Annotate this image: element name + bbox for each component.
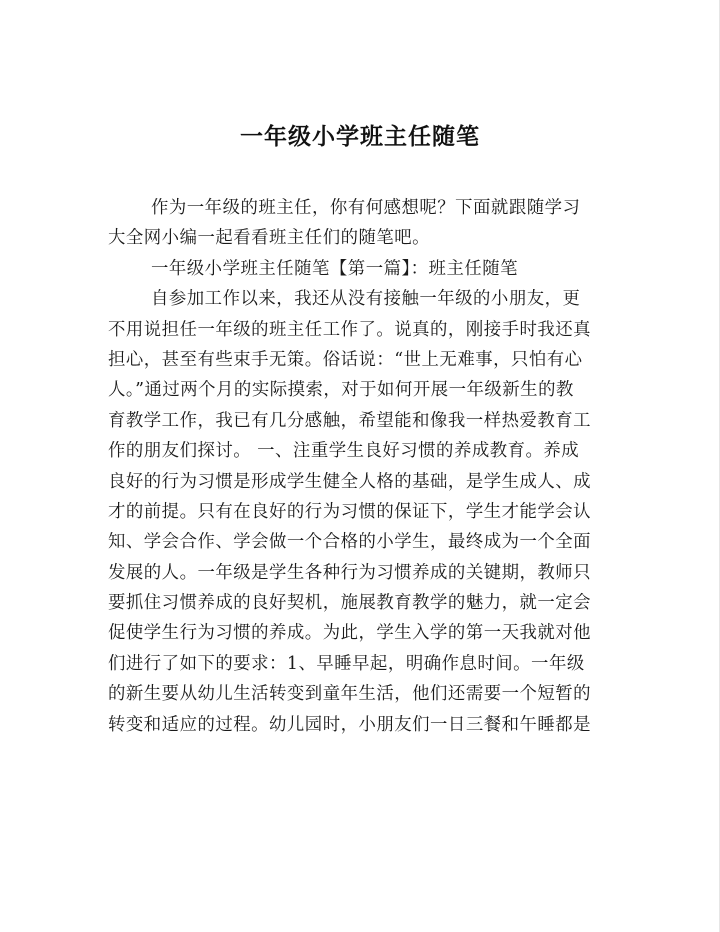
- section-heading: 一年级小学班主任随笔【第一篇】：班主任随笔: [151, 258, 519, 279]
- document-title: 一年级小学班主任随笔: [240, 124, 480, 150]
- text-line: 担心，甚至有些束手无策。俗话说：“世上无难事，只怕有心: [108, 349, 583, 370]
- text-line: 的新生要从幼儿生活转变到童年生活，他们还需要一个短暂的: [108, 684, 592, 705]
- text-line: 大全网小编一起看看班主任们的随笔吧。: [108, 228, 431, 249]
- text-line: 发展的人。一年级是学生各种行为习惯养成的关键期，教师只: [108, 562, 592, 583]
- text-line: 作为一年级的班主任，你有何感想呢？下面就跟随学习: [151, 198, 581, 218]
- text-line: 作的朋友们探讨。 一、注重学生良好习惯的养成教育。养成: [108, 441, 580, 462]
- text-line: 良好的行为习惯是形成学生健全人格的基础，是学生成人、成: [108, 471, 592, 492]
- text-line: 促使学生行为习惯的养成。为此，学生入学的第一天我就对他: [108, 623, 592, 644]
- text-line: 育教学工作，我已有几分感触，希望能和像我一样热爱教育工: [108, 410, 592, 431]
- text-line: 们进行了如下的要求：1、早睡早起，明确作息时间。一年级: [108, 653, 585, 674]
- text-line: 不用说担任一年级的班主任工作了。说真的，刚接手时我还真: [108, 319, 592, 340]
- text-line: 转变和适应的过程。幼儿园时，小朋友们一日三餐和午睡都是: [108, 714, 592, 735]
- text-line: 人。”通过两个月的实际摸索，对于如何开展一年级新生的教: [108, 380, 574, 401]
- text-line: 自参加工作以来，我还从没有接触一年级的小朋友，更: [151, 289, 581, 310]
- text-line: 知、学会合作、学会做一个合格的小学生，最终成为一个全面: [108, 532, 592, 553]
- text-line: 才的前提。只有在良好的行为习惯的保证下，学生才能学会认: [108, 501, 592, 522]
- document-body: [108, 193, 616, 740]
- text-line: 要抓住习惯养成的良好契机，施展教育教学的魅力，就一定会: [108, 593, 592, 614]
